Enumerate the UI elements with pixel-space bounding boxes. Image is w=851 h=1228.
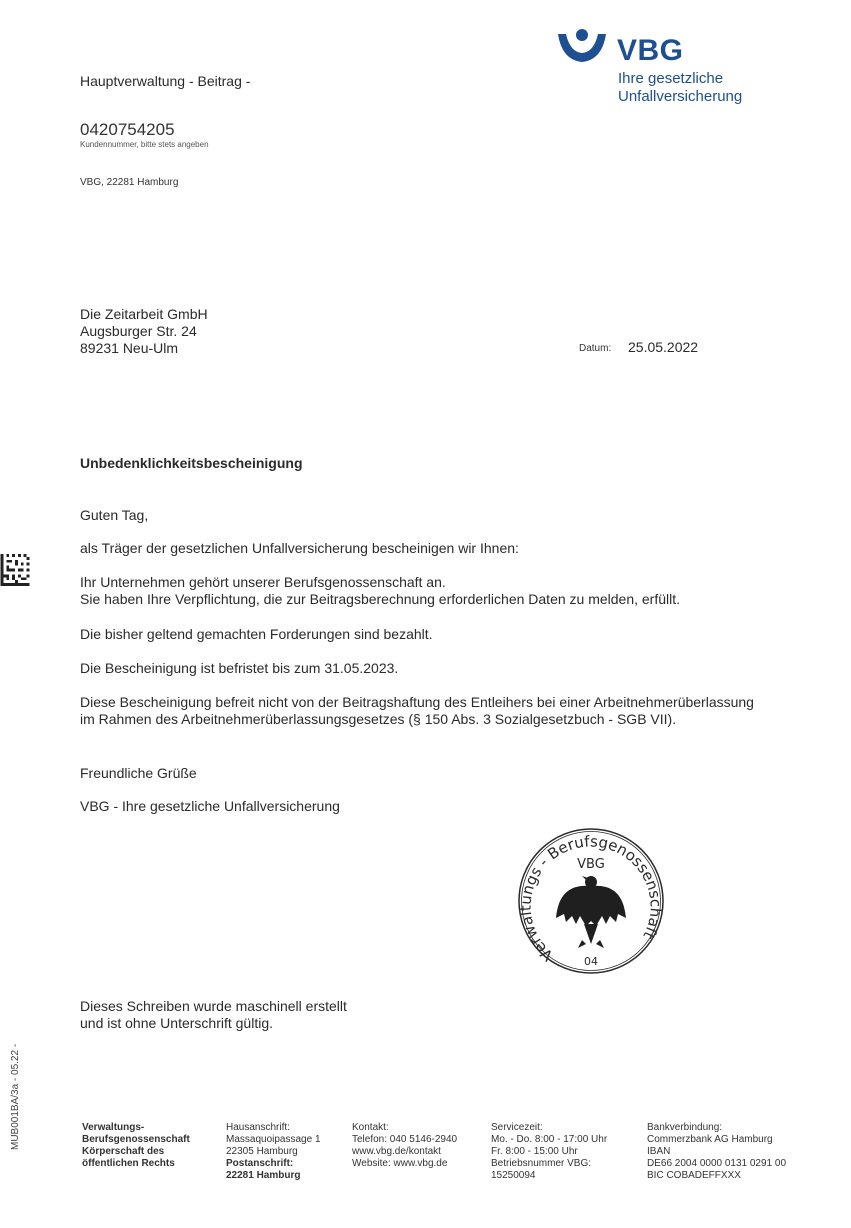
footer-org-line-3: Körperschaft des	[82, 1146, 165, 1157]
footer-postal-label: Postanschrift:	[226, 1158, 294, 1169]
letter-subject: Unbedenklichkeitsbescheinigung	[80, 455, 303, 471]
footer-bank-label: Bankverbindung:	[647, 1122, 723, 1133]
seal-ring-text: Verwaltungs - Berufsgenossenschaft	[516, 832, 665, 965]
recipient-city: 89231 Neu-Ulm	[80, 340, 179, 356]
footer-bic: BIC COBADEFFXXX	[647, 1170, 741, 1181]
logo-brand: VBG	[617, 34, 684, 67]
footer-org-line-1: Verwaltungs-	[82, 1122, 145, 1133]
customer-number: 0420754205	[80, 120, 175, 139]
machine-note-line-1: Dieses Schreiben wurde maschinell erstellt	[80, 998, 347, 1014]
recipient-company: Die Zeitarbeit GmbH	[80, 306, 208, 322]
vbg-logo-icon	[556, 28, 608, 68]
official-seal	[516, 826, 666, 976]
footer-postal-city: 22281 Hamburg	[226, 1170, 301, 1181]
footer-org-line-2: Berufsgenossenschaft	[82, 1134, 190, 1145]
letter-closing: Freundliche Grüße	[80, 765, 197, 781]
customer-number-note: Kundennummer, bitte stets angeben	[80, 140, 209, 149]
footer-contact-label: Kontakt:	[352, 1122, 389, 1133]
footer-address	[226, 1122, 321, 1182]
footer-org-line-4: öffentlichen Rechts	[82, 1158, 175, 1169]
recipient-street: Augsburger Str. 24	[80, 323, 197, 339]
letter-intro: als Träger der gesetzlichen Unfallversicherung bescheinigen wir Ihnen:	[80, 540, 519, 556]
date-label: Datum:	[579, 343, 612, 354]
footer-contact-url: www.vbg.de/kontakt	[352, 1146, 441, 1157]
letter-paragraph-1	[80, 574, 680, 608]
recipient-address	[80, 306, 208, 357]
letter-paragraph-1-line-1: Ihr Unternehmen gehört unserer Berufsgenossenschaft an.	[80, 574, 446, 590]
letter-paragraph-2: Die bisher geltend gemachten Forderungen sind bezahlt.	[80, 626, 433, 642]
department-line: Hauptverwaltung - Beitrag -	[80, 73, 251, 89]
eagle-icon	[556, 876, 626, 948]
seal-number: 04	[584, 955, 598, 968]
machine-note-line-2: und ist ohne Unterschrift gültig.	[80, 1015, 273, 1031]
form-code: MUB001BA/3a - 05.22 -	[10, 1043, 21, 1150]
letter-paragraph-1-line-2: Sie haben Ihre Verpflichtung, die zur Beitragsberechnung erforderlichen Daten zu melden, erfüllt.	[80, 591, 681, 607]
letter-paragraph-4-line-1: Diese Bescheinigung befreit nicht von der Beitragshaftung des Entleihers bei einer Arbeitnehmerüberlassung	[80, 694, 754, 710]
footer-address-label: Hausanschrift:	[226, 1122, 290, 1133]
machine-generated-note	[80, 998, 347, 1032]
footer-company-number: 15250094	[491, 1170, 536, 1181]
letter-signature: VBG - Ihre gesetzliche Unfallversicherung	[80, 798, 340, 814]
logo-tagline-1: Ihre gesetzliche	[618, 70, 724, 87]
letter-paragraph-3: Die Bescheinigung ist befristet bis zum 31.05.2023.	[80, 660, 399, 676]
footer-iban: DE66 2004 0000 0131 0291 00	[647, 1158, 787, 1169]
footer-service	[491, 1122, 607, 1182]
footer-company-number-label: Betriebsnummer VBG:	[491, 1158, 592, 1169]
footer-organization	[82, 1122, 190, 1170]
letter-greeting: Guten Tag,	[80, 507, 149, 523]
footer-bank	[647, 1122, 786, 1182]
footer-address-street: Massaquoipassage 1	[226, 1134, 321, 1145]
footer-contact-phone: Telefon: 040 5146-2940	[352, 1134, 458, 1145]
footer-service-hours-1: Mo. - Do. 8:00 - 17:00 Uhr	[491, 1134, 608, 1145]
footer-iban-label: IBAN	[647, 1146, 671, 1157]
footer-contact-website: Website: www.vbg.de	[352, 1158, 448, 1169]
date-value: 25.05.2022	[628, 339, 699, 355]
datamatrix-code-icon	[0, 554, 30, 586]
footer-contact	[352, 1122, 457, 1170]
footer-service-hours-2: Fr. 8:00 - 15:00 Uhr	[491, 1146, 578, 1157]
letter-paragraph-4-line-2: im Rahmen des Arbeitnehmerüberlassungsgesetzes (§ 150 Abs. 3 Sozialgesetzbuch - SGB VII).	[80, 711, 677, 727]
seal-center-text: VBG	[577, 857, 605, 872]
footer-bank-name: Commerzbank AG Hamburg	[647, 1134, 773, 1145]
footer-service-label: Servicezeit:	[491, 1122, 543, 1133]
letter-paragraph-4	[80, 694, 754, 728]
footer-address-city: 22305 Hamburg	[226, 1146, 298, 1157]
logo-tagline-2: Unfallversicherung	[618, 88, 743, 105]
sender-line: VBG, 22281 Hamburg	[80, 177, 179, 188]
